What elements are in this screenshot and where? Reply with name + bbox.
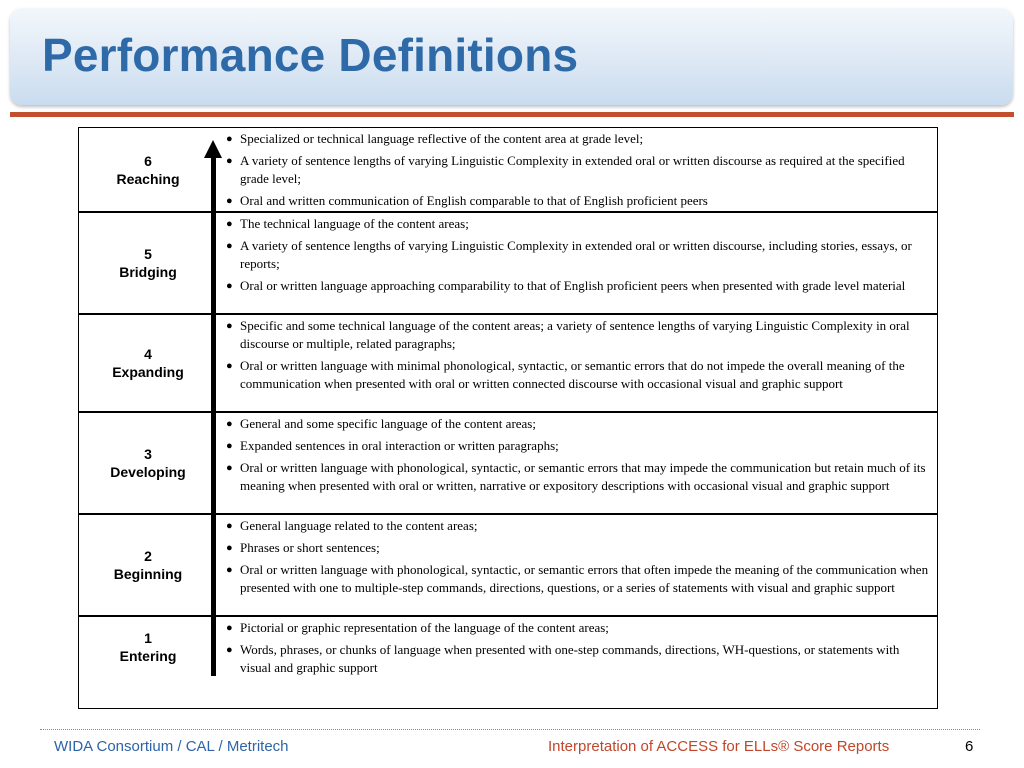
level-name: Reaching [116,170,180,187]
performance-table [78,127,938,709]
descriptor-list [223,415,929,499]
level-number: 5 [144,246,152,262]
list-item: ● The technical language of the content areas; [226,216,469,231]
level-label [79,515,217,615]
level-number: 2 [144,548,152,564]
page-title: Performance Definitions [42,29,579,81]
title-underline [10,112,1014,117]
level-label [79,128,217,211]
level-name: Beginning [113,566,183,582]
level-number: 3 [144,446,152,462]
descriptor-list [223,215,929,299]
level-label [79,315,217,411]
level-name: Expanding [112,364,184,380]
level-name: Bridging [119,264,177,280]
footer-report-title: Interpretation of ACCESS for ELLs® Score Reports [548,738,890,755]
table-row [79,315,937,413]
list-item: ● General and some specific language of the content areas; [226,416,536,431]
list-item: ● Phrases or short sentences; [226,540,380,555]
list-item: ● A variety of sentence lengths of varying Linguistic Complexity in extended oral or written discourse, including stories, essays, or reports; [226,238,912,271]
level-name: Entering [119,648,177,664]
descriptor-list [223,619,929,681]
list-item: ● General language related to the content areas; [226,518,478,533]
table-row [79,413,937,515]
list-item: ● Oral or written language with phonological, syntactic, or semantic errors that may impede the communication but retain much of its meaning when presented with oral or written, narrative or expository descriptions with occasional visual and graphic support [226,460,926,493]
list-item: ● Words, phrases, or chunks of language when presented with one-step commands, directions, WH-questions, or statements with visual and graphic support [226,642,900,675]
level-number: 6 [144,152,152,169]
page-number: 6 [965,738,974,755]
table-row [79,515,937,617]
descriptor-list [223,517,929,601]
progression-arrow-shaft [211,155,216,676]
list-item: ● Oral or written language with phonological, syntactic, or semantic errors that often impede the meaning of the communication when presented with one to multiple-step commands, directions, questions, or a series of statements with visual and graphic support [226,562,929,595]
level-number: 1 [144,630,152,646]
list-item: ● Oral or written language approaching comparability to that of English proficient peers when presented with grade level material [226,278,906,293]
level-number: 4 [144,346,152,362]
footer-divider [40,729,980,730]
list-item: ● Oral and written communication of English comparable to that of English proficient peers [226,193,708,208]
list-item: ● Specialized or technical language reflective of the content area at grade level; [226,131,644,146]
level-label [79,213,217,313]
level-label [79,413,217,513]
level-label [79,617,217,677]
list-item: ● Expanded sentences in oral interaction or written paragraphs; [226,438,559,453]
list-item: ● Oral or written language with minimal phonological, syntactic, or semantic errors that do not impede the overall meaning of the communication when presented with oral or written connected discourse with occasional visual and graphic support [226,358,905,391]
list-item: ● A variety of sentence lengths of varying Linguistic Complexity in extended oral or written discourse as required at the specified grade level; [226,153,905,186]
table-row [79,617,937,677]
list-item: ● Pictorial or graphic representation of the language of the content areas; [226,620,609,635]
table-row [79,213,937,315]
descriptor-list [223,130,929,214]
list-item: ● Specific and some technical language of the content areas; a variety of sentence lengths of varying Linguistic Complexity in oral discourse or multiple, related paragraphs; [226,318,910,351]
descriptor-list [223,317,929,397]
footer-organization: WIDA Consortium / CAL / Metritech [54,738,289,755]
level-name: Developing [110,464,186,480]
